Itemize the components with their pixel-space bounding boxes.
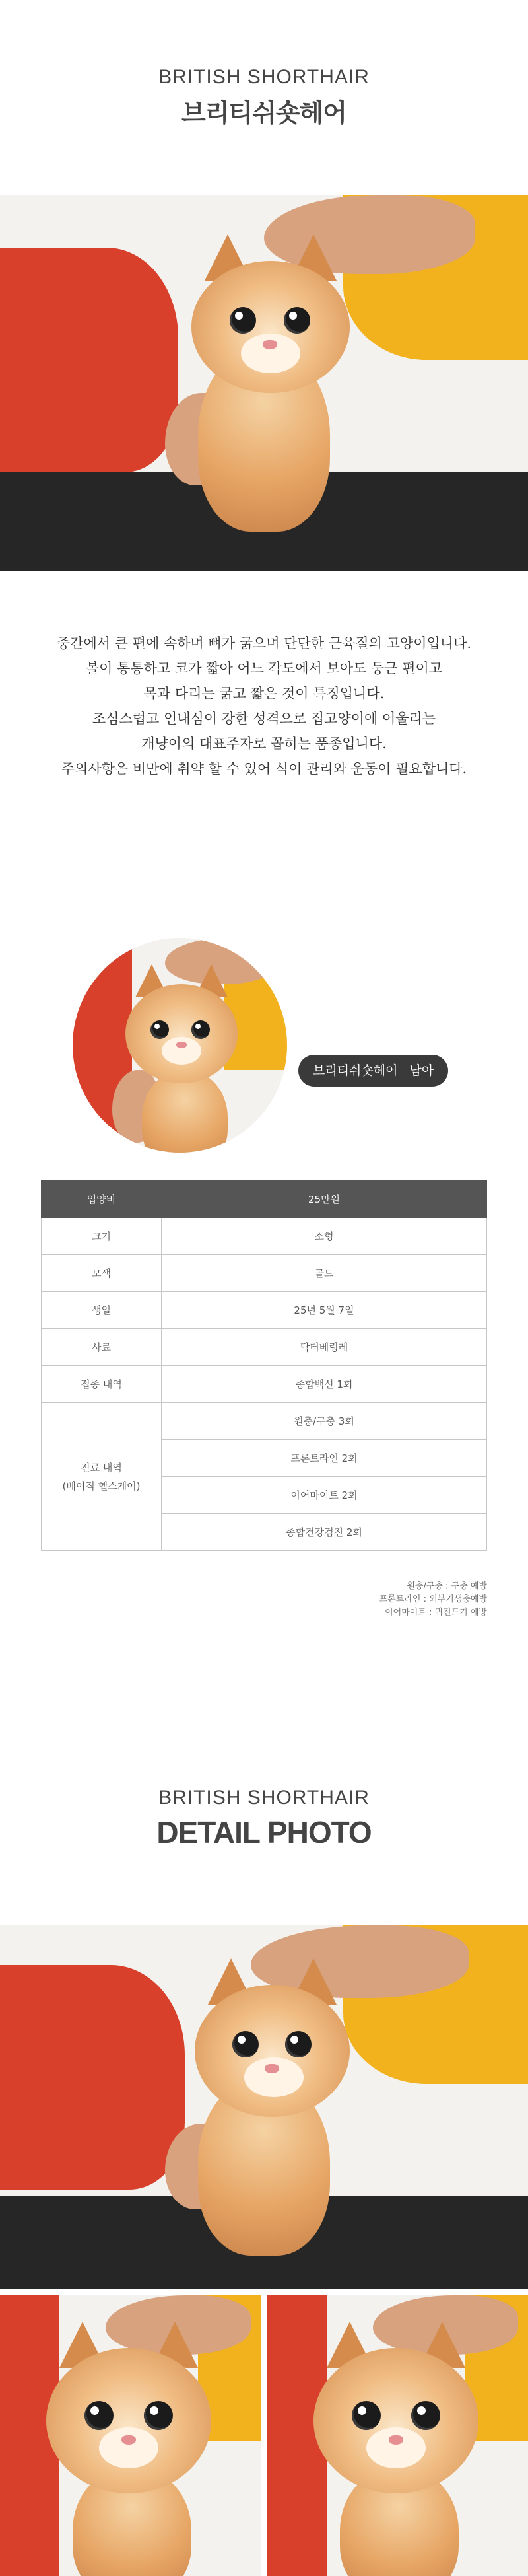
treatment-notes [380,1580,487,1620]
profile-photo [73,938,287,1153]
table-row [42,1292,487,1329]
treatment-item: 원충/구충 3회 [162,1403,487,1440]
table-row [42,1403,487,1440]
detail-photo-right [267,2295,528,2576]
detail-title-en: BRITISH SHORTHAIR [158,1787,370,1808]
table-label: 입양비 [42,1181,162,1218]
table-value: 소형 [162,1218,487,1255]
table-label: 크기 [42,1218,162,1255]
table-value: 닥터베링레 [162,1329,487,1366]
treatment-label-line: 진료 내역 [81,1461,122,1474]
description-line: 목과 다리는 굵고 짧은 것이 특징입니다. [143,686,385,701]
treatment-item: 프론트라인 2회 [162,1440,487,1477]
description-line: 조심스럽고 인내심이 강한 성격으로 집고양이에 어울리는 [92,711,436,727]
breed-title-en: BRITISH SHORTHAIR [158,66,370,88]
detail-photo-header [0,1787,528,1850]
profile-sex: 남아 [409,1063,434,1078]
main-kitten-photo [0,195,528,571]
description-line: 중간에서 큰 편에 속하며 뼈가 굵으며 단단한 근육질의 고양이입니다. [56,635,472,651]
description-line: 볼이 통통하고 코가 짧아 어느 각도에서 보아도 둥근 편이고 [85,661,443,676]
note-line: 원충/구충 : 구충 예방 [407,1581,487,1591]
breed-header [0,66,528,129]
breed-title-ko: 브리티쉬숏헤어 [182,98,346,127]
breed-description [0,631,528,781]
description-line: 개냥이의 대표주자로 꼽히는 품종입니다. [141,736,387,752]
description-line: 주의사항은 비만에 취약 할 수 있어 식이 관리와 운동이 필요합니다. [61,761,467,777]
pet-info-table [41,1180,487,1551]
profile-badge [298,1055,448,1087]
note-line: 이어마이트 : 귀진드기 예방 [385,1608,487,1618]
treatment-label-line: (베이직 헬스케어) [62,1480,141,1492]
note-line: 프론트라인 : 외부기생충예방 [379,1594,487,1604]
table-label: 생일 [42,1292,162,1329]
treatment-label [42,1403,162,1551]
table-label: 사료 [42,1329,162,1366]
table-row [42,1181,487,1218]
table-row [42,1329,487,1366]
table-value: 종합백신 1회 [162,1366,487,1403]
detail-title: DETAIL PHOTO [156,1815,372,1849]
table-row [42,1218,487,1255]
table-label: 접종 내역 [42,1366,162,1403]
table-value: 25만원 [162,1181,487,1218]
table-row [42,1255,487,1292]
profile-breed: 브리티쉬숏헤어 [313,1063,398,1078]
detail-photo-large [0,1925,528,2289]
table-row [42,1366,487,1403]
treatment-item: 종합건강검진 2회 [162,1514,487,1551]
treatment-item: 이어마이트 2회 [162,1477,487,1514]
table-value: 25년 5월 7일 [162,1292,487,1329]
table-label: 모색 [42,1255,162,1292]
table-value: 골드 [162,1255,487,1292]
detail-photo-left [0,2295,261,2576]
